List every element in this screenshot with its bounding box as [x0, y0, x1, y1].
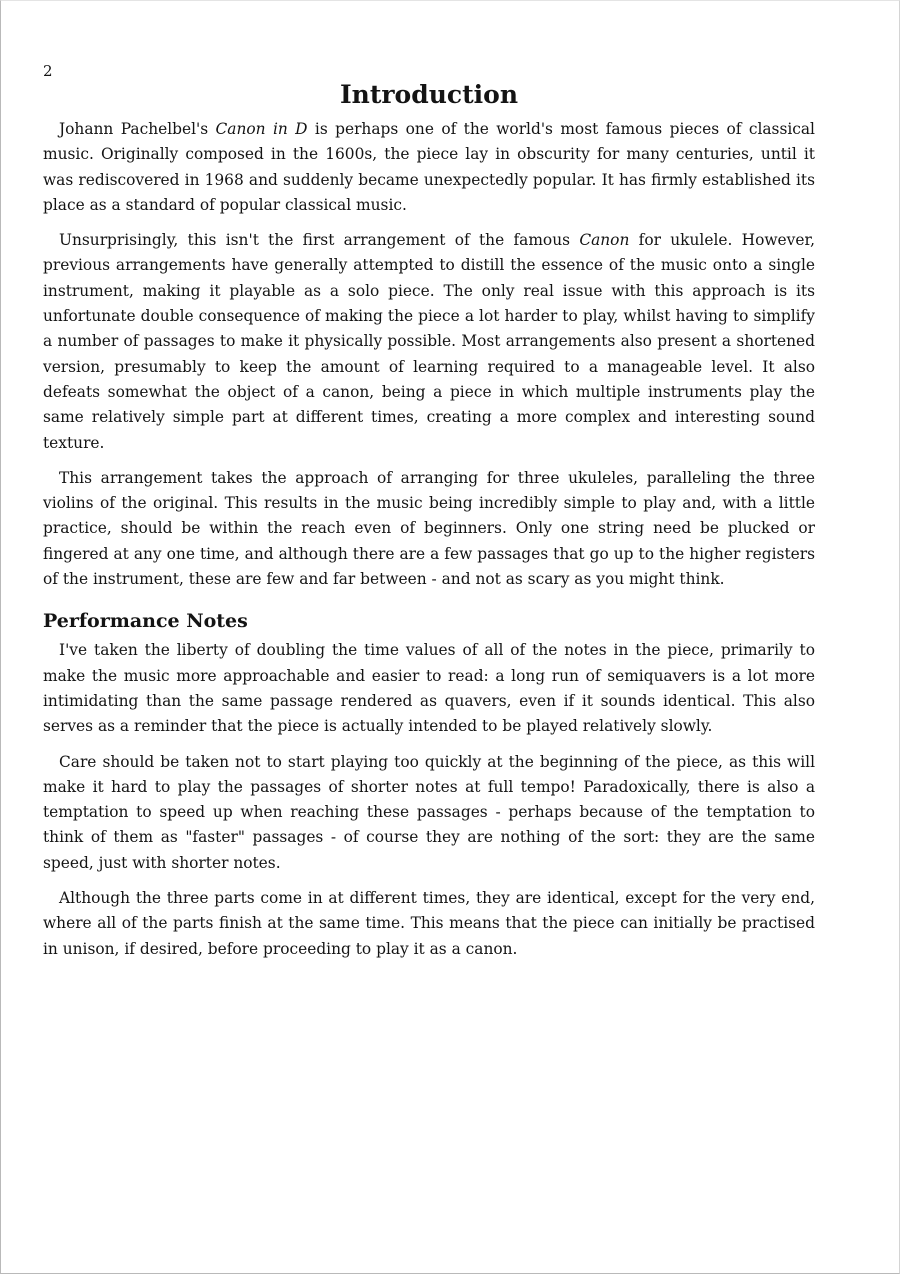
work-title-canon-in-d: Canon in D — [215, 120, 308, 138]
intro-paragraph-2 — [43, 228, 815, 456]
intro-paragraph-2-text-b: for ukulele. However, previous arrangements have generally attempted to distill the essence of the music onto a single instrument, making it playable as a solo piece. The only real issue with this approach is its unfortunate double consequence of making the piece a lot harder to play, whilst having to simplify a number of passages to make it physically possible. Most arrangements also present a shortened version, presumably to keep the amount of learning required to a manageable level. It also defeats somewhat the object of a canon, being a piece in which multiple instruments play the same relatively simple part at different times, creating a more complex and interesting sound texture. — [43, 231, 815, 452]
work-title-canon: Canon — [579, 231, 630, 250]
document-body — [43, 117, 815, 972]
intro-paragraph-2-text-a: Unsurprisingly, this isn't the first arrangement of the famous — [59, 231, 580, 250]
page-number: 2 — [43, 62, 53, 80]
intro-paragraph-1-text-b: is perhaps one of the world's most famous pieces of classical music. Originally composed in the 1600s, the piece lay in obscurity for many centuries, until it was rediscovered in 1968 and suddenly became unexpectedly popular. It has firmly established its place as a standard of popular classical music. — [43, 120, 815, 214]
page-title: Introduction — [339, 80, 519, 109]
section-heading-performance-notes: Performance Notes — [43, 610, 248, 633]
performance-paragraph-3: Although the three parts come in at different times, they are identical, except for the very end, where all of the parts finish at the same time. This means that the piece can initially be practised in unison, if desired, before proceeding to play it as a canon. — [43, 889, 815, 958]
performance-paragraph-2: Care should be taken not to start playing too quickly at the beginning of the piece, as this will make it hard to play the passages of shorter notes at full tempo! Paradoxically, there is also a temptation to speed up when reaching these passages - perhaps because of the temptation to think of them as "faster" passages - of course they are nothing of the sort: they are the same speed, just with shorter notes. — [43, 752, 815, 872]
intro-paragraph-1 — [43, 117, 815, 218]
intro-paragraph-1-text-a: Johann Pachelbel's — [59, 120, 216, 138]
intro-paragraph-3: This arrangement takes the approach of arranging for three ukuleles, paralleling the three violins of the original. This results in the music being incredibly simple to play and, with a little practice, should be within the reach even of beginners. Only one string need be plucked or fingered at any one time, and although there are a few passages that go up to the higher registers of the instrument, these are few and far between - and not as scary as you might think. — [43, 468, 815, 589]
performance-paragraph-1: I've taken the liberty of doubling the time values of all of the notes in the piece, primarily to make the music more approachable and easier to read: a long run of semiquavers is a lot more intimidating than the same passage rendered as quavers, even if it sounds identical. This also serves as a reminder that the piece is actually intended to be played relatively slowly. — [43, 641, 815, 736]
